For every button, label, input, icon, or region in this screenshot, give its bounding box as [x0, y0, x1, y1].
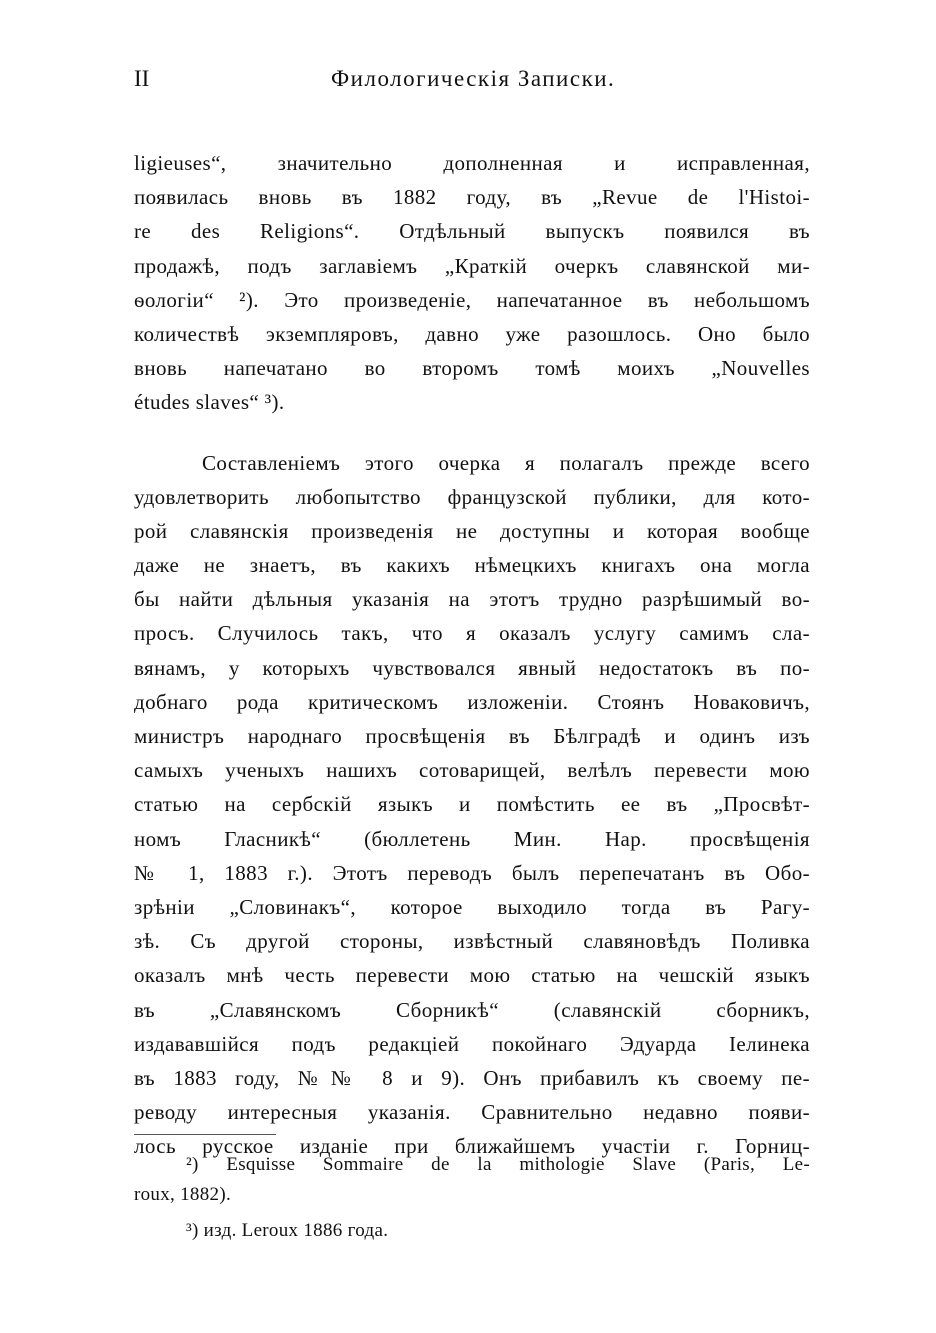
text-line: рой славянскія произведенія не доступны и которая вообще: [134, 518, 810, 543]
text-line: ѳологіи“ ²). Это произведеніе, напечатанное въ небольшомъ: [134, 287, 810, 312]
text-line: статью на сербскій языкъ и помѣстить ее въ „Просвѣт-: [134, 792, 810, 817]
text-line: бы найти дѣльныя указанія на этотъ трудно разрѣшимый во-: [134, 587, 810, 612]
text-line: даже не знаетъ, въ какихъ нѣмецкихъ книгахъ она могла: [134, 553, 810, 578]
text-line: вянамъ, у которыхъ чувствовался явный недостатокъ въ по-: [134, 655, 810, 680]
text-line: удовлетворить любопытство французской публики, для кото-: [134, 484, 810, 509]
footnotes: [134, 1150, 810, 1246]
page-number: II: [134, 66, 150, 91]
text-line: количествѣ экземпляровъ, давно уже разошлось. Оно было: [134, 321, 810, 346]
text-line: Составленіемъ этого очерка я полагалъ прежде всего: [202, 450, 810, 475]
footnote-2: [134, 1150, 810, 1210]
running-title: Филологическія Записки.: [331, 66, 616, 91]
paragraph-gap: [134, 420, 810, 446]
text-line: оказалъ мнѣ честь перевести мою статью на чешскій языкъ: [134, 963, 810, 988]
text-line: самыхъ ученыхъ нашихъ сотоварищей, велѣлъ перевести мою: [134, 758, 810, 783]
text-line: вновь напечатано во второмъ томѣ моихъ „Nouvelles: [134, 356, 810, 381]
text-line: издававшійся подъ редакціей покойнаго Эдуарда Іелинека: [134, 1031, 810, 1056]
text-line: études slaves“ ³).: [134, 390, 285, 415]
text-line: зрѣніи „Словинакъ“, которое выходило тогда въ Рагу-: [134, 894, 810, 919]
text-line: появилась вновь въ 1882 году, въ „Revue de l'Histoi-: [134, 185, 810, 210]
footnote-3: [134, 1216, 810, 1246]
text-line: продажѣ, подъ заглавіемъ „Краткій очеркъ славянской ми-: [134, 253, 810, 278]
text-line: номъ Гласникѣ“ (бюллетень Мин. Нар. просвѣщенія: [134, 826, 810, 851]
text-line: въ 1883 году, №№ 8 и 9). Онъ прибавилъ къ своему пе-: [134, 1065, 810, 1090]
text-line: № 1, 1883 г.). Этотъ переводъ былъ перепечатанъ въ Обо-: [134, 860, 810, 885]
text-line: лось русское изданіе при ближайшемъ участіи г. Горниц-: [134, 1134, 810, 1159]
body-text: [134, 146, 810, 1163]
text-line: добнаго рода критическомъ изложеніи. Стоянъ Новаковичъ,: [134, 689, 810, 714]
text-line: re des Religions“. Отдѣльный выпускъ появился въ: [134, 219, 810, 244]
footnote-line: ³) изд. Leroux 1886 года.: [186, 1220, 389, 1241]
text-line: зѣ. Съ другой стороны, извѣстный славяновѣдъ Поливка: [134, 929, 810, 954]
paragraph-1: [134, 146, 810, 420]
paragraph-2: [134, 446, 810, 1164]
footnote-line: roux, 1882).: [134, 1184, 232, 1205]
text-line: ligieuses“, значительно дополненная и исправленная,: [134, 151, 810, 175]
text-line: министръ народнаго просвѣщенія въ Бѣлградѣ и одинъ изъ: [134, 724, 810, 748]
running-head: [134, 66, 810, 106]
text-line: въ „Славянскомъ Сборникѣ“ (славянскій сборникъ,: [134, 997, 810, 1022]
footnote-line: ²) Esquisse Sommaire de la mithologie Slave (Paris, Le-: [186, 1154, 810, 1175]
text-line: просъ. Случилось такъ, что я оказалъ услугу самимъ сла-: [134, 621, 810, 646]
footnote-divider: [134, 1134, 276, 1135]
text-line: реводу интересныя указанія. Сравнительно недавно появи-: [134, 1100, 810, 1125]
